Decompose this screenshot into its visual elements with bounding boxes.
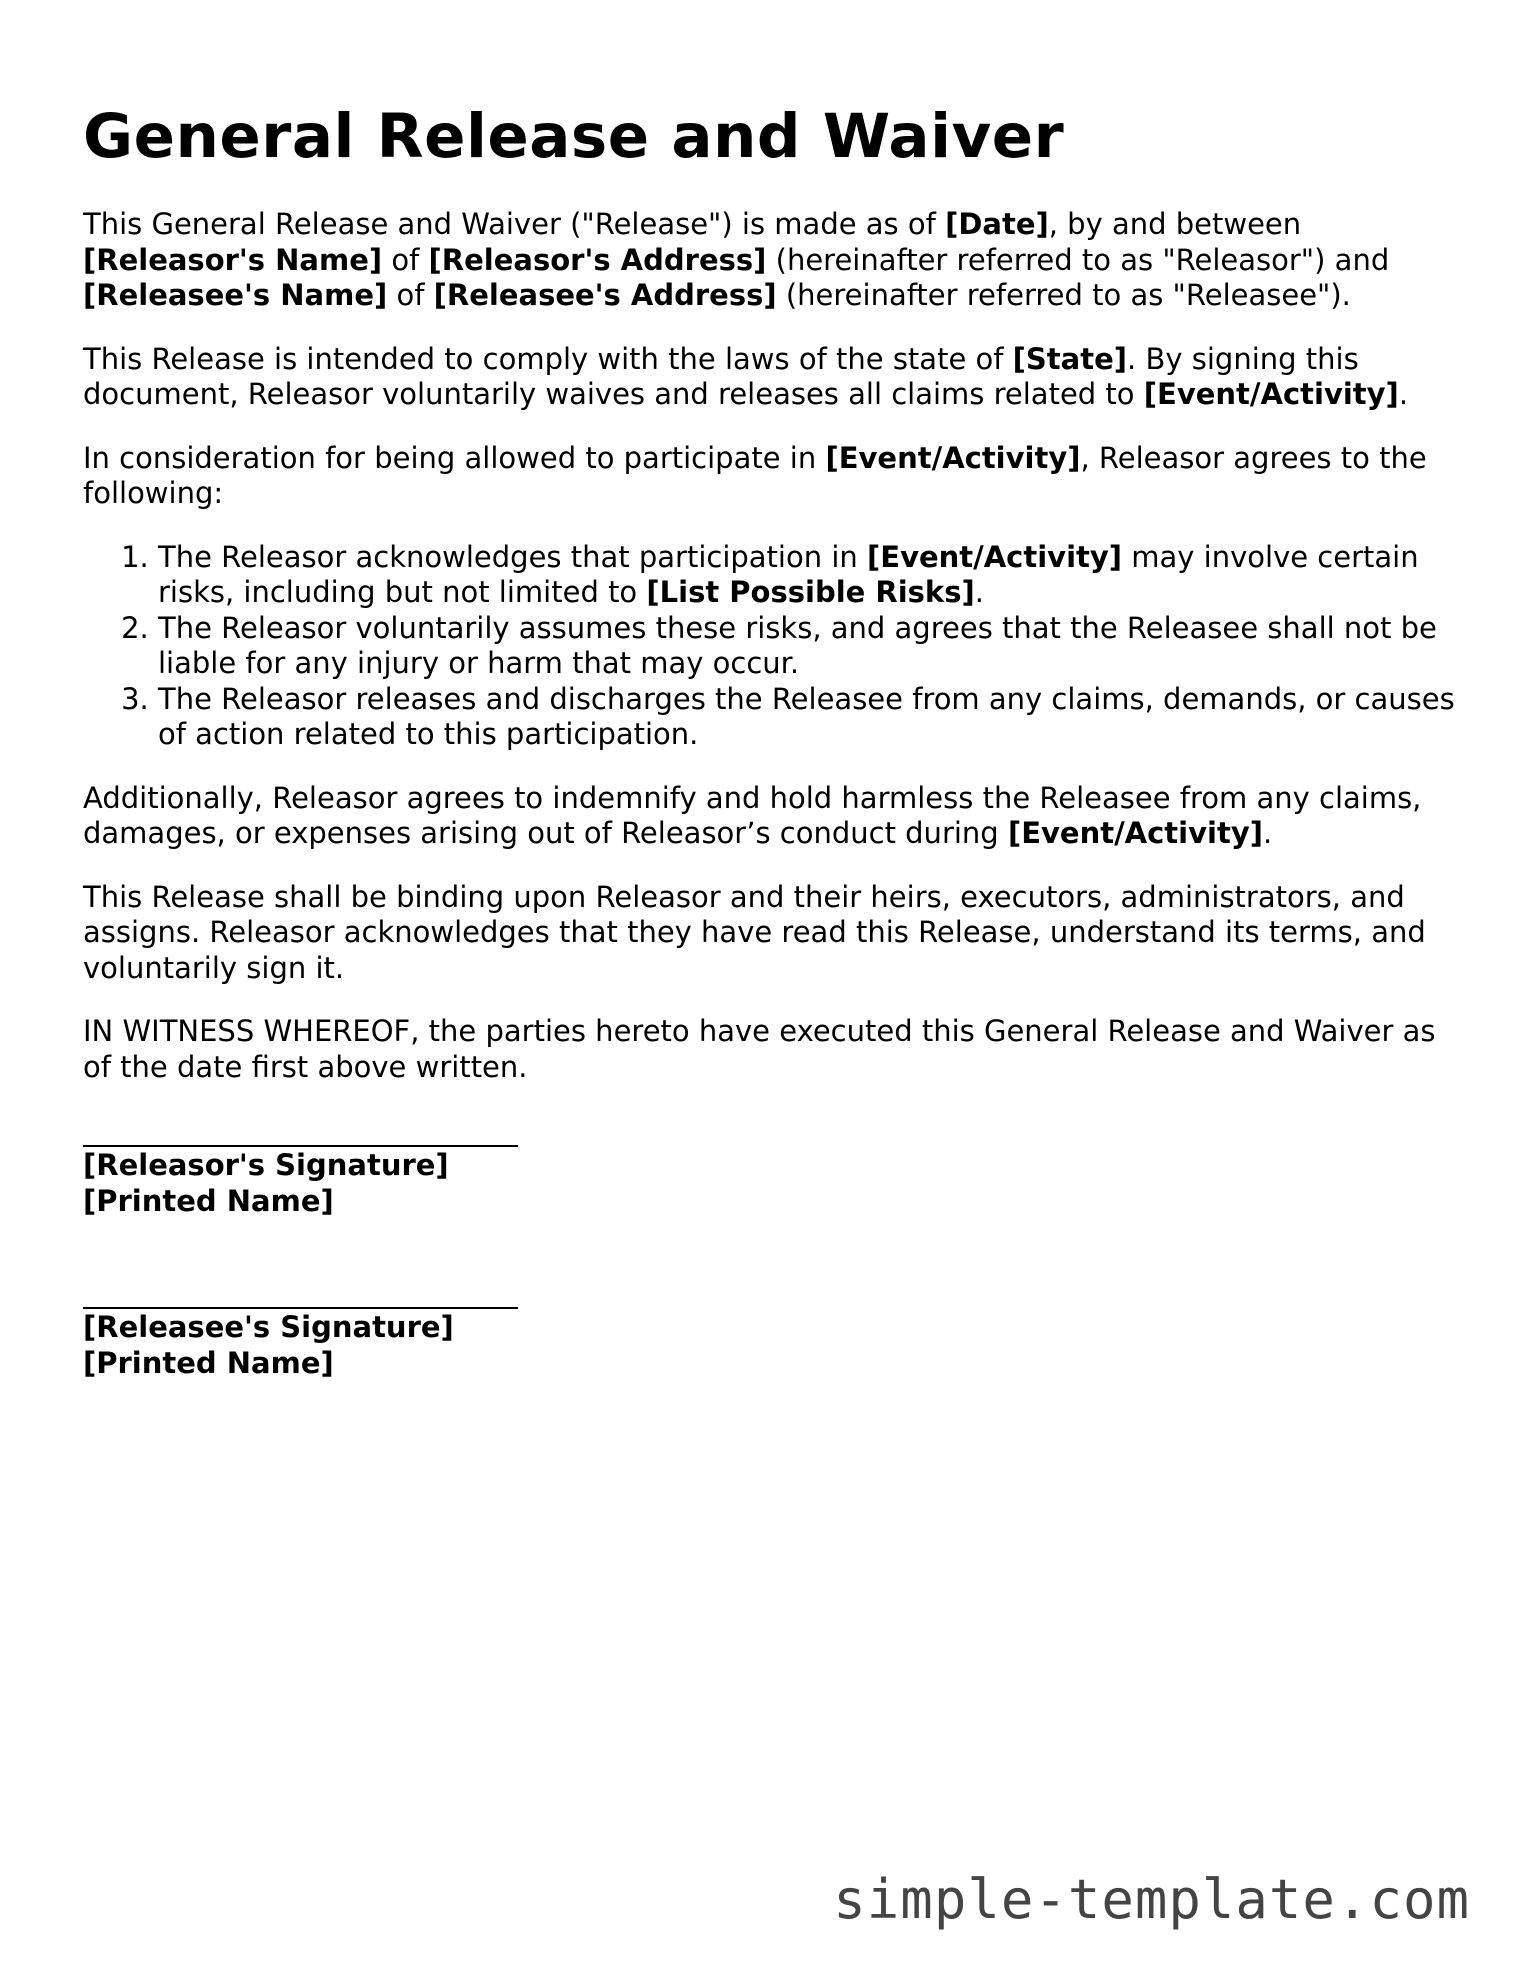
intro-text-3: of <box>382 242 429 277</box>
releasee-address-placeholder: [Releasee's Address] <box>433 278 777 313</box>
terms-list <box>83 540 1463 753</box>
signature-spacer <box>83 1219 1463 1281</box>
state-placeholder: [State] <box>1012 341 1128 376</box>
law-text-3: . <box>1398 377 1409 412</box>
document-page <box>83 100 1463 1381</box>
releasor-address-placeholder: [Releasor's Address] <box>428 242 767 277</box>
binding-paragraph: This Release shall be binding upon Releasor and their heirs, executors, administrators, and assigns. Releasor acknowledges that they have read this Release, understand its terms, and voluntarily sign it. <box>83 879 1426 985</box>
intro-paragraph <box>83 207 1463 314</box>
intro-text-5: of <box>387 278 434 313</box>
event-placeholder: [Event/Activity] <box>867 539 1123 574</box>
releasee-signature-line[interactable] <box>83 1281 518 1309</box>
event-placeholder: [Event/Activity] <box>1143 377 1399 412</box>
consideration-text-1: In consideration for being allowed to participate in <box>83 440 826 475</box>
document-title: General Release and Waiver <box>83 101 1065 172</box>
list-item <box>158 540 1463 611</box>
releasee-name-placeholder: [Releasee's Name] <box>83 278 388 313</box>
intro-text-6: (hereinafter referred to as "Releasee"). <box>776 278 1351 313</box>
indemnify-text-1: Additionally, Releasor agrees to indemnify and hold harmless the Releasee from any claims, damages, or expenses arising out of Releasor’s conduct during <box>83 780 1422 851</box>
intro-text-2: , by and between <box>1048 207 1302 242</box>
law-paragraph <box>83 342 1463 413</box>
list-item: 3. The Releasor releases and discharges the Releasee from any claims, demands, or causes of action related to this participation. <box>158 682 1463 753</box>
event-placeholder: [Event/Activity] <box>825 440 1081 475</box>
risks-placeholder: [List Possible Risks] <box>646 575 975 610</box>
item1-text-3: . <box>974 575 984 610</box>
intro-text-1: This General Release and Waiver ("Release") is made as of <box>83 207 946 242</box>
indemnify-paragraph <box>83 781 1463 852</box>
list-item: 2. The Releasor voluntarily assumes these risks, and agrees that the Releasee shall not be liable for any injury or harm that may occur. <box>158 611 1463 682</box>
releasee-signature-label: [Releasee's Signature] <box>83 1310 454 1345</box>
indemnify-text-2: . <box>1262 816 1273 851</box>
releasor-name-placeholder: [Releasor's Name] <box>83 242 383 277</box>
releasee-printed-name-label: [Printed Name] <box>83 1346 334 1381</box>
releasor-signature-line[interactable] <box>83 1119 518 1147</box>
consideration-paragraph <box>83 441 1463 512</box>
law-text-1: This Release is intended to comply with the laws of the state of <box>83 341 1013 376</box>
item1-text-2: may involve certain risks, including but not limited to <box>158 539 1419 610</box>
intro-text-4: (hereinafter referred to as "Releasor") and <box>766 242 1390 277</box>
consideration-text-2: , Releasor agrees to the following: <box>83 440 1427 511</box>
law-text-2: . By signing this document, Releasor voluntarily waives and releases all claims related to <box>83 341 1359 412</box>
releasor-printed-name-label: [Printed Name] <box>83 1184 334 1219</box>
watermark: simple-template.com <box>833 1868 1470 1931</box>
event-placeholder: [Event/Activity] <box>1007 816 1263 851</box>
signature-block <box>83 1119 1463 1381</box>
date-placeholder: [Date] <box>945 207 1049 242</box>
releasor-signature-label: [Releasor's Signature] <box>83 1148 449 1183</box>
witness-paragraph: IN WITNESS WHEREOF, the parties hereto have executed this General Release and Waiver as of the date first above written. <box>83 1014 1436 1084</box>
item1-text-1: The Releasor acknowledges that participation in <box>158 539 867 574</box>
